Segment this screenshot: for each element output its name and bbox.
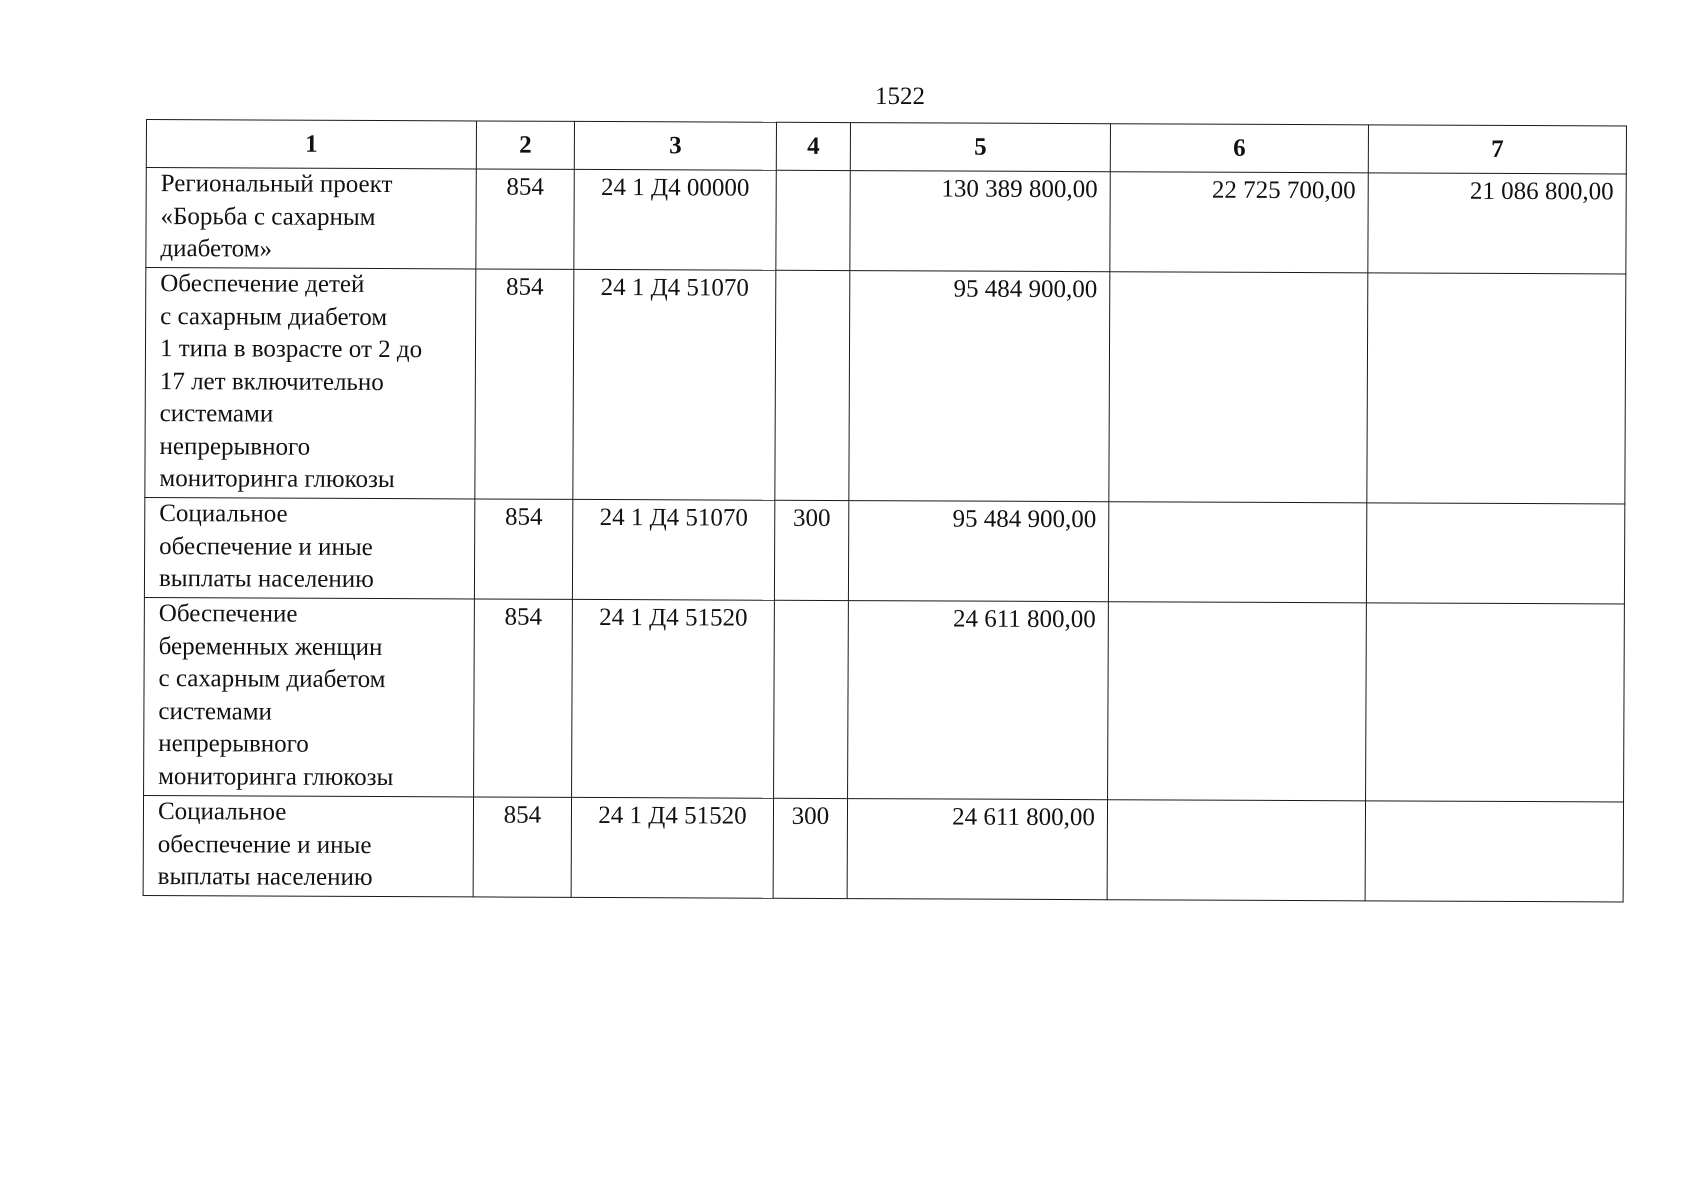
row-name: Социальное обеспечение и иные выплаты населению (158, 500, 374, 593)
row-name-cell (144, 597, 475, 796)
row-name: Обеспечение детей с сахарным диабетом 1 типа в возрасте от 2 до 17 лет включительно системами непрерывного мониторинга глюкозы (159, 270, 423, 494)
amount-cell (1365, 801, 1623, 902)
expense-type-cell (776, 170, 850, 270)
table-row (144, 597, 1625, 801)
ministry-code-cell: 854 (476, 169, 574, 269)
target-article-cell: 24 1 Д4 51070 (573, 269, 776, 500)
amount-cell: 95 484 900,00 (849, 271, 1110, 502)
column-header-5: 5 (850, 123, 1110, 172)
ministry-code-cell: 854 (473, 797, 571, 897)
row-name: Социальное обеспечение и иные выплаты населению (157, 798, 373, 891)
column-header-2: 2 (476, 121, 574, 169)
column-header-6: 6 (1110, 124, 1368, 173)
amount-cell: 95 484 900,00 (848, 501, 1108, 602)
amount-cell (1108, 502, 1366, 603)
table-row (144, 497, 1624, 603)
amount-cell (1109, 272, 1368, 503)
target-article-cell: 24 1 Д4 51070 (572, 499, 774, 600)
ministry-code-cell: 854 (474, 499, 572, 599)
target-article-cell: 24 1 Д4 51520 (571, 797, 773, 898)
page-number: 1522 (875, 83, 925, 110)
amount-cell (1107, 800, 1365, 901)
row-name: Региональный проект «Борьба с сахарным диабетом» (160, 170, 393, 263)
target-article-cell: 24 1 Д4 00000 (574, 169, 776, 270)
amount-cell: 24 611 800,00 (848, 601, 1109, 800)
target-article-cell: 24 1 Д4 51520 (572, 599, 775, 798)
amount-cell: 21 086 800,00 (1368, 173, 1626, 274)
table-row (145, 268, 1626, 504)
row-name-cell (145, 268, 476, 499)
amount-cell (1367, 273, 1626, 504)
budget-table (143, 119, 1627, 902)
row-name: Обеспечение беременных женщин с сахарным диабетом системами непрерывного мониторинга глюкозы (158, 600, 394, 791)
amount-cell (1366, 503, 1624, 604)
expense-type-cell: 300 (773, 798, 847, 898)
expense-type-cell (775, 270, 850, 500)
expense-type-cell: 300 (774, 500, 848, 600)
column-header-7: 7 (1368, 125, 1626, 174)
ministry-code-cell: 854 (475, 269, 574, 499)
amount-cell: 130 389 800,00 (850, 171, 1110, 272)
amount-cell: 22 725 700,00 (1110, 172, 1368, 273)
row-name-cell (146, 168, 476, 269)
column-header-1: 1 (146, 120, 476, 169)
expense-type-cell (774, 600, 849, 798)
amount-cell: 24 611 800,00 (847, 799, 1107, 900)
amount-cell (1366, 603, 1625, 802)
ministry-code-cell: 854 (474, 599, 573, 797)
header-row (146, 120, 1626, 174)
column-header-4: 4 (776, 122, 850, 170)
row-name-cell (144, 497, 474, 598)
column-header-3: 3 (574, 121, 776, 170)
row-name-cell (143, 795, 473, 896)
table-row (146, 168, 1626, 274)
table-row (143, 795, 1623, 901)
amount-cell (1108, 602, 1367, 801)
